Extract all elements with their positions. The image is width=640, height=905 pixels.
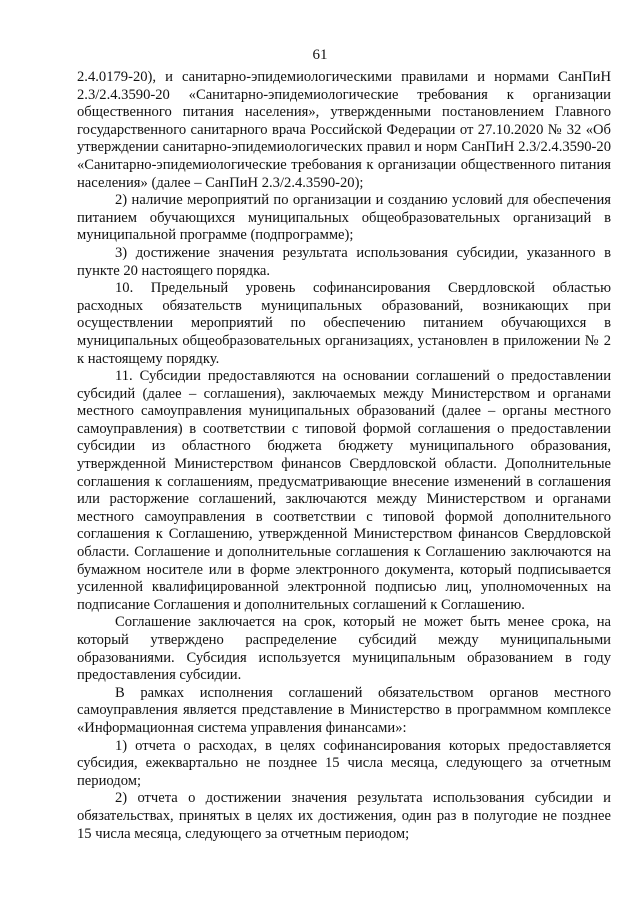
paragraph-agreement-term: Соглашение заключается на срок, который не может быть менее срока, на который утверждено распределение субсидий между муниципальными образованиями. Субсидия используется муниципальным образованием в году предоставления субсидии. [77, 614, 611, 684]
paragraph-section-10: 10. Предельный уровень софинансирования Свердловской областью расходных обязательств муниципальных образований, возникающих при осуществлении мероприятий по обеспечению питанием обучающихся в муниципальных общеобразовательных организациях, установлен в приложении № 2 к настоящему порядку. [77, 280, 611, 367]
paragraph-report-results: 2) отчета о достижении значения результата использования субсидии и обязательствах, принятых в целях их достижения, один раз в полугодие не позднее 15 числа месяца, следующего за отчетным периодом; [77, 790, 611, 842]
paragraph-reporting-obligations: В рамках исполнения соглашений обязательством органов местного самоуправления является представление в Министерство в программном комплексе «Информационная система управления финансами»: [77, 684, 611, 736]
paragraph-item-3: 3) достижение значения результата использования субсидии, указанного в пункте 20 настоящего порядка. [77, 244, 611, 279]
paragraph-item-2: 2) наличие мероприятий по организации и созданию условий для обеспечения питанием обучающихся муниципальных общеобразовательных организаций в муниципальной программе (подпрограмме); [77, 192, 611, 244]
paragraph-report-expenses: 1) отчета о расходах, в целях софинансирования которых предоставляется субсидия, ежеквартально не позднее 15 числа месяца, следующего за отчетным периодом; [77, 737, 611, 789]
document-body [77, 69, 611, 843]
paragraph-section-11: 11. Субсидии предоставляются на основании соглашений о предоставлении субсидий (далее – соглашения), заключаемых между Министерством и органами местного самоуправления муниципальных образований (далее – органы местного самоуправления) в соответствии с типовой формой соглашения о предоставлении субсидии из областного бюджета бюджету муниципального образования, утвержденной Министерством финансов Свердловской области. Дополнительные соглашения к соглашениям, предусматривающие внесение изменений в соглашения или расторжение соглашений, заключаются между Министерством и органами местного самоуправления в соответствии с типовой формой дополнительного соглашения к Соглашению, утвержденной Министерством финансов Свердловской области. Соглашение и дополнительные соглашения к Соглашению заключаются на бумажном носителе или в форме электронного документа, который подписывается усиленной квалифицированной электронной подписью лиц, уполномоченных на подписание Соглашения и дополнительных соглашений к Соглашению. [77, 368, 611, 613]
paragraph-sanpin-continuation: 2.4.0179-20), и санитарно-эпидемиологическими правилами и нормами СанПиН 2.3/2.4.3590-20 «Санитарно-эпидемиологические требования к организации общественного питания населения», утвержденными постановлением Главного государственного санитарного врача Российской Федерации от 27.10.2020 № 32 «Об утверждении санитарно-эпидемиологических правил и норм СанПиН 2.3/2.4.3590-20 «Санитарно-эпидемиологические требования к организации общественного питания населения» (далее – СанПиН 2.3/2.4.3590-20); [77, 69, 611, 191]
page-number: 61 [312, 47, 328, 63]
